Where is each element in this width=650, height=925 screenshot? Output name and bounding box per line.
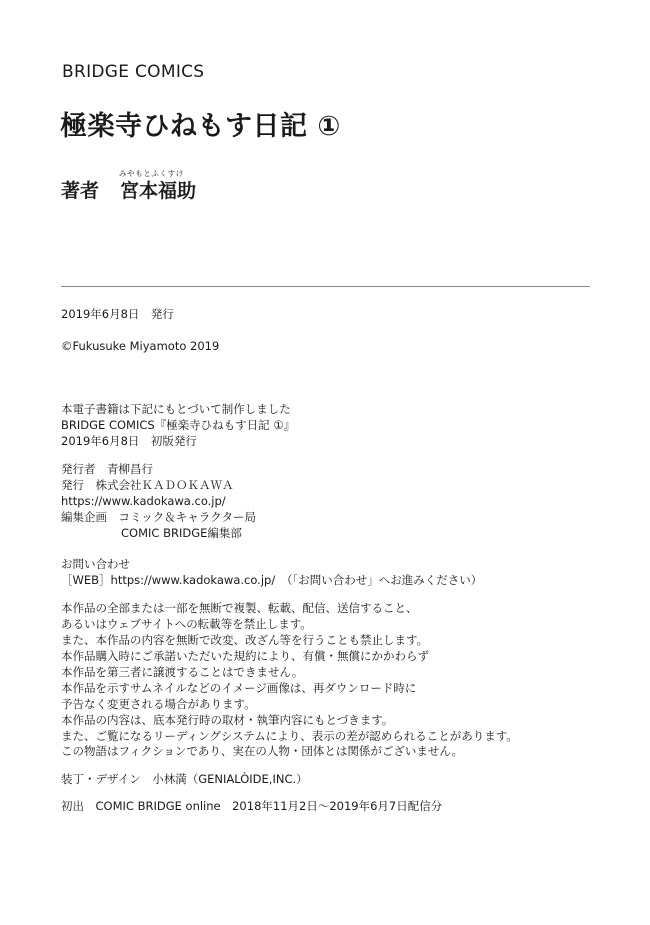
publisher-line: 発行 株式会社ＫＡＤＯＫＡＷＡ [61,478,234,492]
publish-date: 2019年6月8日 発行 [61,307,174,321]
source-line: 本電子書籍は下記にもとづいて制作しました [61,402,291,416]
first-published: 初出 COMIC BRIDGE online 2018年11月2日〜2019年6月7日配信分 [61,799,443,813]
source-line: BRIDGE COMICS『極楽寺ひねもす日記 ①』 [61,418,296,432]
contact-heading: お問い合わせ [61,557,130,571]
publisher-block [61,461,256,541]
author-name-ruby: みやもとふくすけ [119,169,184,178]
notice-line: 本作品購入時にご承諾いただいた規約により、有償・無償にかかわらず [61,649,429,663]
notice-line: 本作品を示すサムネイルなどのイメージ画像は、再ダウンロード時に [61,681,417,695]
publisher-line: COMIC BRIDGE編集部 [121,526,242,540]
contact-block [61,556,482,588]
copyright-line: ©Fukusuke Miyamoto 2019 [61,339,220,353]
notice-line: 本作品の全部または一部を無断で複製、転載、配信、送信すること、 [61,601,418,615]
design-credit: 装丁・デザイン 小林満（GENIALÒIDE,INC.） [61,772,308,786]
notice-line: 予告なく変更される場合があります。 [61,697,256,711]
author-role-label: 著者 [61,180,100,202]
contact-web: ［WEB］https://www.kadokawa.co.jp/ （「お問い合わせ」へお進みください） [61,573,483,587]
fiction-disclaimer: この物語はフィクションであり、実在の人物・団体とは関係がございません。 [61,744,464,758]
author-name: 宮本福助 [120,180,197,202]
notice-line: 本作品を第三者に譲渡することはできません。 [61,665,304,679]
publisher-line: 発行者 青柳昌行 [61,462,153,476]
divider-line [61,286,590,287]
notice-line: あるいはウェブサイトへの転載等を禁止します。 [61,617,312,631]
notice-line: また、本作品の内容を無断で改変、改ざん等を行うことも禁止します。 [61,633,429,647]
series-label: BRIDGE COMICS [62,62,205,82]
book-title: 極楽寺ひねもす日記 ① [60,111,341,142]
publisher-line: 編集企画 コミック＆キャラクター局 [61,510,257,524]
source-block [61,401,295,449]
source-line: 2019年6月8日 初版発行 [61,434,197,448]
notices-block [61,600,518,744]
notice-line: 本作品の内容は、底本発行時の取材・執筆内容にもとづきます。 [61,713,394,727]
publisher-url: https://www.kadokawa.co.jp/ [61,494,226,508]
notice-line: また、ご覧になるリーディングシステムにより、表示の差が認められることがあります。 [61,729,518,743]
